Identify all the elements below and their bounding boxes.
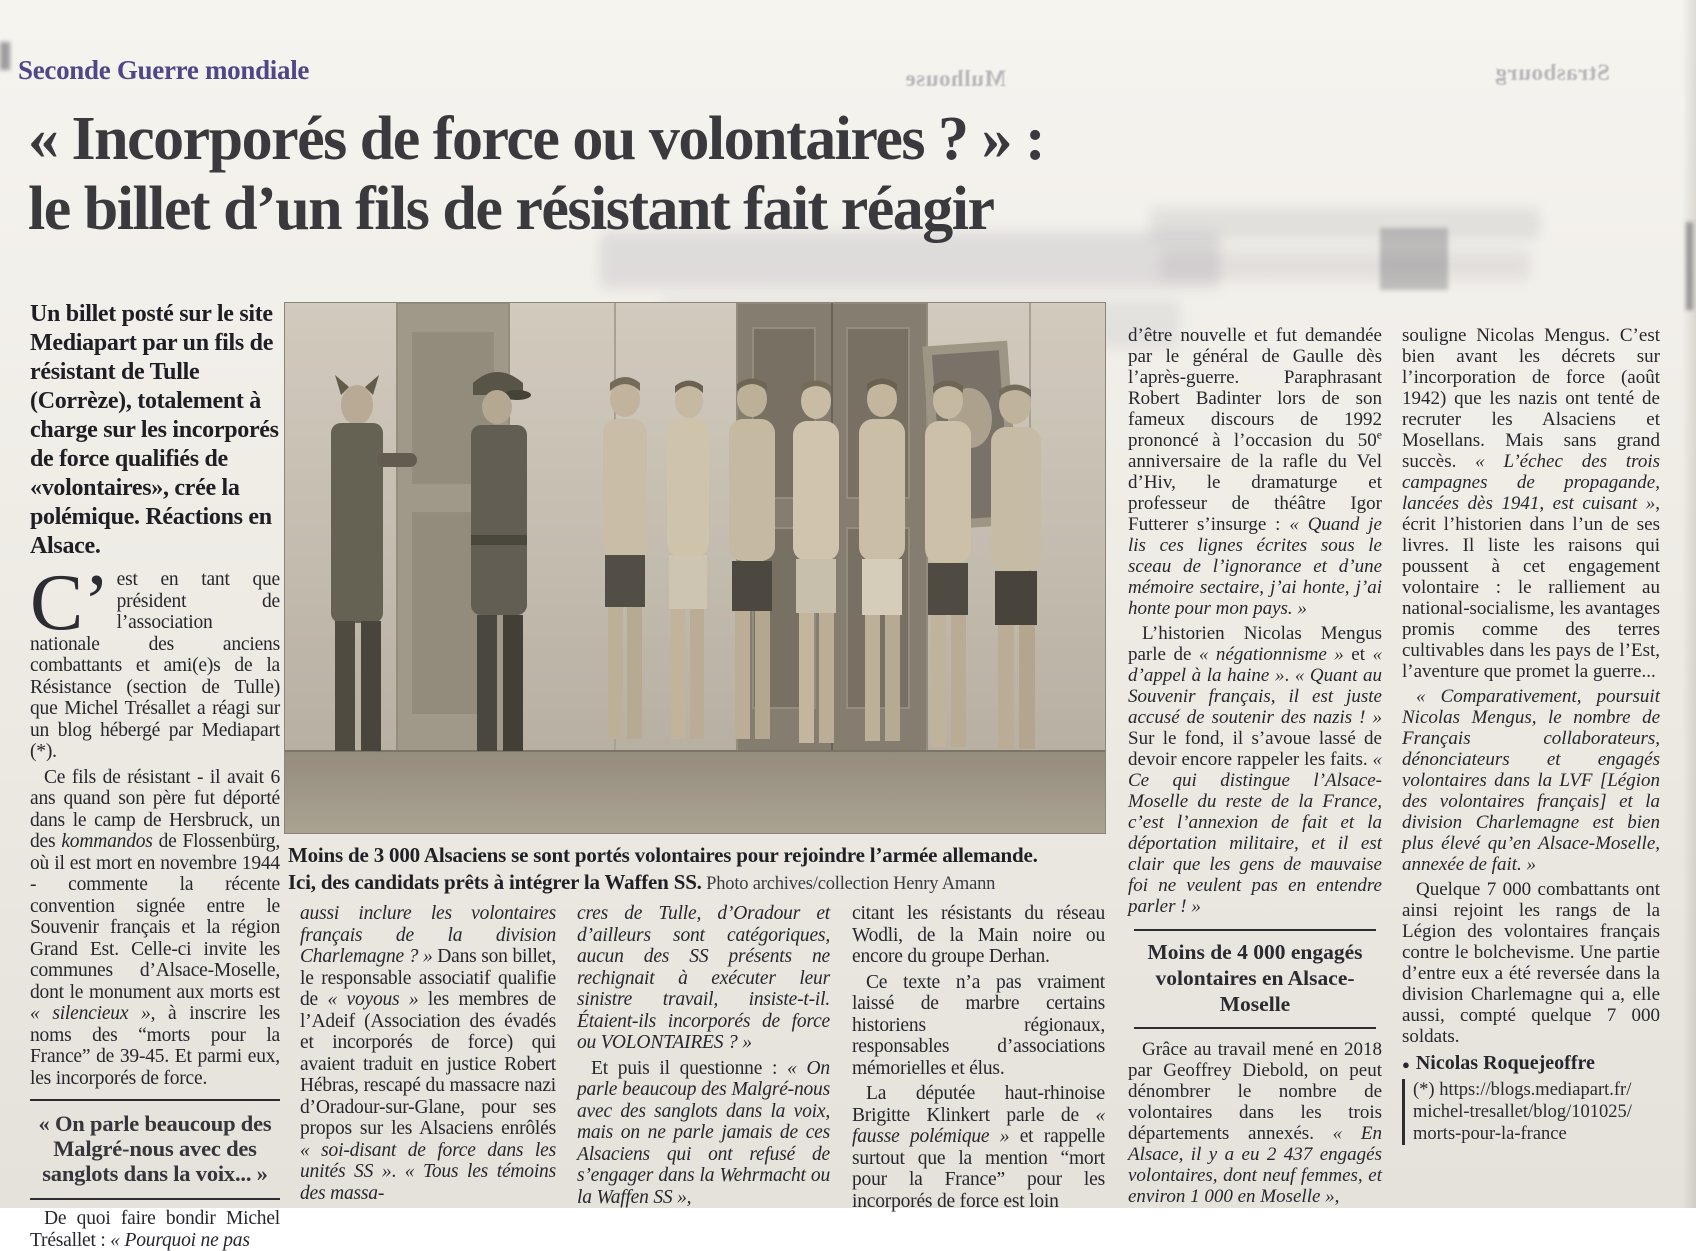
column-1 — [30, 300, 280, 1251]
byline-bullet-icon: ● — [1402, 1057, 1410, 1072]
footnote-url-line-2: michel-tresallet/blog/101025/ — [1413, 1102, 1632, 1122]
drop-cap: C’ — [30, 559, 110, 647]
paragraph: souligne Nicolas Mengus. C’est bien avant les décrets sur l’incorporation de force (août 1942) que les nazis ont tenté de recruter les Alsaciens et Mosellans. Mais sans grand succès. « L’échec des trois campagnes de propagande, lancées dès 1941, est cuisant », écrit l’historien dans l’un de ses livres. Il liste les raisons qui poussent à cet engagement volontaire : le ralliement au national-socialisme, les avantages promis comme des terres cultivables dans les pays de l’Est, l’aventure que promet la guerre... — [1402, 325, 1660, 682]
section-kicker: Seconde Guerre mondiale — [18, 55, 310, 85]
paragraph: « Comparativement, poursuit Nicolas Mengus, le nombre de Français collaborateurs, dénonciateurs et engagés volontaires dans la LVF [Légion des volontaires français] et la division Charlemagne est bien plus élevé qu’en Alsace-Moselle, annexée de fait. » — [1402, 686, 1660, 875]
caption-line-1: Moins de 3 000 Alsaciens se sont portés volontaires pour rejoindre l’armée allemande. — [288, 843, 1038, 867]
footnote — [1402, 1079, 1660, 1145]
headline-line-2: le billet d’un fils de résistant fait réagir — [28, 175, 994, 243]
footnote-url-line-1: (*) https://blogs.mediapart.fr/ — [1413, 1080, 1632, 1100]
scan-artifact — [0, 42, 10, 70]
paragraph: cres de Tulle, d’Oradour et d’ailleurs sont catégoriques, aucun des SS présents ne rechignait à exécuter leur sinistre travail, insiste-t-il. Étaient-ils incorporés de force ou VOLONTAIRES ? » — [577, 903, 830, 1053]
column-6 — [1402, 325, 1660, 1208]
byline — [1402, 1053, 1660, 1075]
bleed-through-paragraph-artifact — [1160, 250, 1530, 280]
pull-quote: « On parle beaucoup des Malgré-nous avec des sanglots dans la voix... » — [30, 1099, 280, 1200]
bleed-through-text-mulhouse: Mulhouse — [905, 66, 1007, 91]
paragraph: aussi inclure les volontaires français de la division Charlemagne ? » Dans son billet, le responsable associatif qualifie de « voyous » les membres de l’Adeif (Association des évadés et incorporés de force) qui avaient traduit en justice Robert Hébras, rescapé du massacre nazi d’Oradour-sur-Glane, pour ses propos sur les Alsaciens enrôlés « soi-disant de force dans les unités SS ». « Tous les témoins des massa- — [300, 903, 557, 1204]
crosshead: Moins de 4 000 engagés volontaires en Alsace-Moselle — [1134, 929, 1376, 1029]
author-name: Nicolas Roquejeoffre — [1415, 1052, 1595, 1074]
photo-credit: Photo archives/collection Henry Amann — [701, 874, 996, 894]
paragraph: La députée haut-rhinoise Brigitte Klinkert parle de « fausse polémique » et rappelle surtout que la mention “mort pour la France” pour les incorporés de force est loin — [852, 1083, 1105, 1212]
paragraph: De quoi faire bondir Michel Trésallet : « Pourquoi ne pas — [30, 1208, 280, 1251]
paragraph: d’être nouvelle et fut demandée par le général de Gaulle dès l’après-guerre. Paraphrasant Robert Badinter lors de son fameux discours de 1992 prononcé à l’occasion du 50e anniversaire de la rafle du Vel d’Hiv, le dramaturge et professeur de théâtre Igor Futterer s’insurge : « Quand je lis ces lignes écrites sous le sceau de l’ignorance et d’une mémoire sectaire, j’ai honte, j’ai honte pour mon pays. » — [1128, 325, 1382, 619]
caption-line-2: Ici, des candidats prêts à intégrer la Waffen SS. Photo archives/collection Henry Amann — [288, 870, 996, 894]
paragraph: Quelque 7 000 combattants ont ainsi rejoint les rangs de la Légion des volontaires français contre le bolchevisme. Une partie d’entre eux a été reversée dans la division Charlemagne qui a, elle aussi, compté quelque 7 000 soldats. — [1402, 879, 1660, 1047]
photo-caption — [288, 842, 1118, 898]
bleed-through-text-strasbourg: Strasbourg — [1495, 60, 1610, 85]
column-5 — [1128, 325, 1382, 1208]
article-photo — [285, 303, 1105, 833]
photo-tone-overlay — [285, 303, 1105, 833]
paragraph: C’ est en tant que président de l’association nationale des anciens combattants et ami(e)s de la Résistance (section de Tulle) que Michel Trésallet a réagi sur un blog hébergé par Mediapart (*). — [30, 559, 280, 762]
column-3 — [577, 903, 830, 1208]
footnote-url-line-3: morts-pour-la-france — [1413, 1124, 1567, 1144]
paragraph: Et puis il questionne : « On parle beaucoup des Malgré-nous avec des sanglots dans la voix, mais on ne parle jamais de ces Alsaciens qui ont refusé de s’engager dans la Wehrmacht ou la Waffen SS », — [577, 1057, 830, 1208]
paragraph: L’historien Nicolas Mengus parle de « négationnisme » et « d’appel à la haine ». « Quant au Souvenir français, il est juste accusé de soutenir des nazis ! » Sur le fond, il s’avoue lassé de devoir encore rappeler les faits. « Ce qui distingue l’Alsace-Moselle du reste de la France, c’est l’annexion de fait et la déportation militaire, et il est clair que les gens de mauvaise foi ne veulent pas en entendre parler ! » — [1128, 623, 1383, 917]
headline-line-1: « Incorporés de force ou volontaires ? » : — [28, 105, 1045, 173]
paragraph: Grâce au travail mené en 2018 par Geoffrey Diebold, on peut dénombrer le nombre de volontaires dans les trois départements annexés. « En Alsace, il y a eu 2 437 engagés volontaires, dont neuf femmes, et environ 1 000 en Moselle », — [1128, 1039, 1382, 1207]
column-4 — [852, 903, 1105, 1212]
paragraph: citant les résistants du réseau Wodli, de la Main noire ou encore du groupe Derhan. — [852, 903, 1105, 967]
photo-illustration — [285, 303, 1105, 833]
paragraph: Ce texte n’a pas vraiment laissé de marbre certains historiens régionaux, responsables d’associations mémorielles et élus. — [852, 971, 1105, 1079]
paragraph: Ce fils de résistant - il avait 6 ans quand son père fut déporté dans le camp de Hersbruck, un des kommandos de Flossenbürg, où il est mort en novembre 1944 - commente la récente convention signée entre le Souvenir français et la région Grand Est. Celle-ci invite les communes d’Alsace-Moselle, dont le monument aux morts est « silencieux », à inscrire les noms des “morts pour la France” de 39-45. Et parmi eux, les incorporés de force. — [30, 766, 280, 1089]
page-fold-shadow — [1682, 0, 1696, 1208]
article-headline — [28, 104, 1448, 244]
column-2 — [300, 903, 556, 1208]
article-lede: Un billet posté sur le site Mediapart par un fils de résistant de Tulle (Corrèze), totalement à charge sur les incorporés de force qualifiés de «volontaires», crée la polémique. Réactions en Alsace. — [30, 301, 279, 559]
